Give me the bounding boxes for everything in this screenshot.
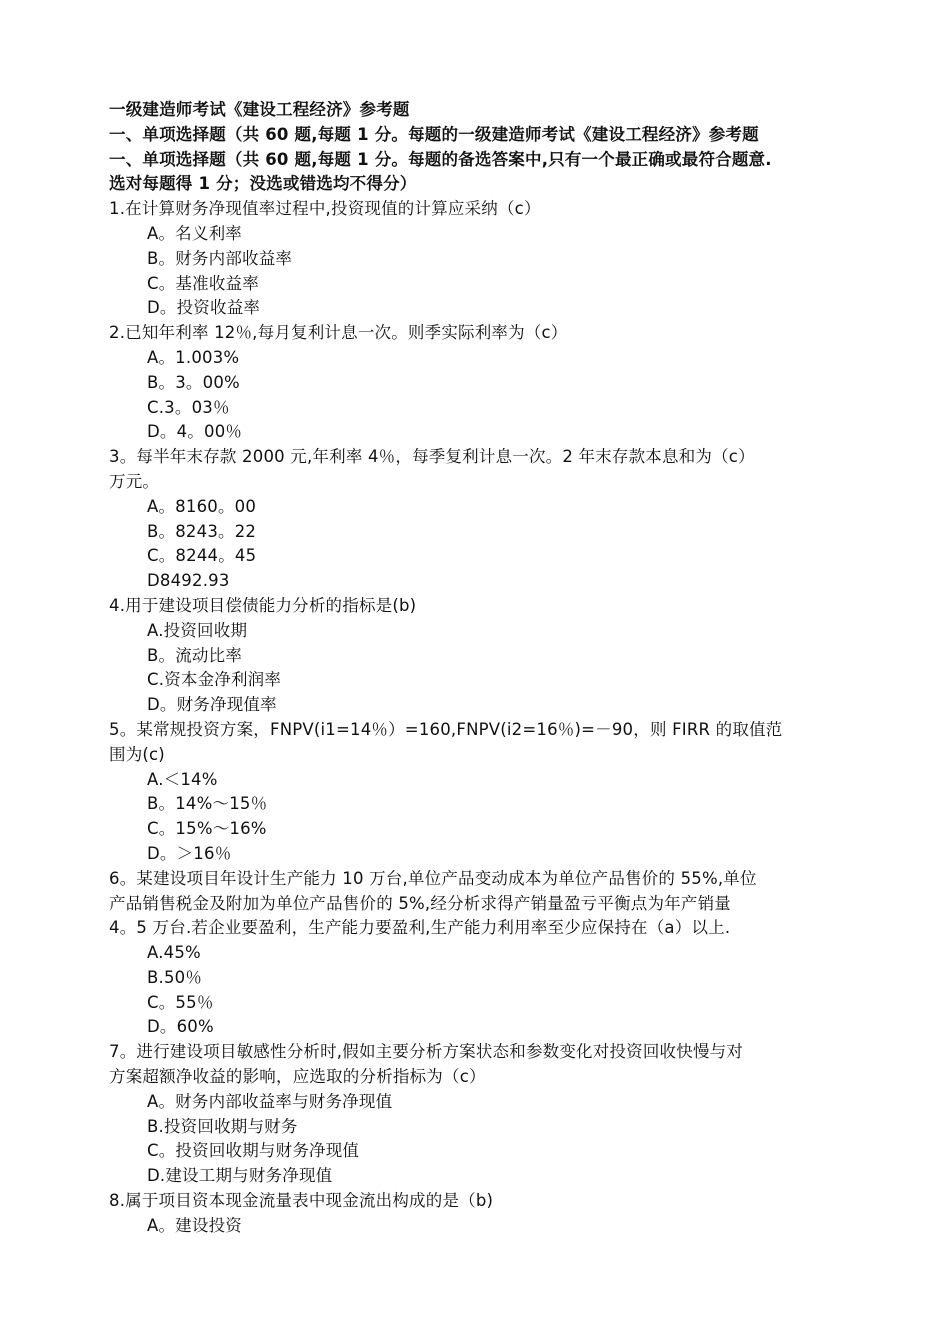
answer-option: A.＜14%: [147, 769, 218, 789]
question-list: [109, 197, 849, 1238]
answer-option: D。财务净现值率: [147, 695, 277, 715]
answer-option: A.投资回收期: [147, 620, 248, 640]
question-text: 围为(c): [109, 744, 165, 764]
question-text: 8.属于项目资本现金流量表中现金流出构成的是（b): [109, 1191, 494, 1211]
answer-option: C。8244。45: [147, 546, 257, 566]
answer-option: D。＞16％: [147, 843, 232, 863]
answer-option: D.建设工期与财务净现值: [147, 1166, 333, 1186]
answer-option: B。3。00%: [147, 372, 240, 392]
question-text: 万元。: [109, 471, 160, 491]
answer-option: B。8243。22: [147, 521, 257, 541]
answer-option: C。投资回收期与财务净现值: [147, 1141, 360, 1161]
document-title: 一级建造师考试《建设工程经济》参考题: [109, 100, 410, 119]
answer-option: C.资本金净利润率: [147, 670, 282, 690]
answer-option: A。8160。00: [147, 496, 257, 516]
answer-option: B.投资回收期与财务: [147, 1116, 298, 1136]
question-item: [109, 321, 849, 445]
question-text: 3。每半年末存款 2000 元,年利率 4％，每季复利计息一次。2 年末存款本息和为（c）: [109, 447, 755, 467]
answer-option: D。投资收益率: [147, 298, 261, 318]
document-body: [109, 98, 849, 1239]
answer-option: D。4。00％: [147, 422, 243, 442]
question-text: 6。某建设项目年设计生产能力 10 万台,单位产品变动成本为单位产品售价的 55%,单位: [109, 868, 757, 888]
question-item: [109, 867, 849, 1041]
answer-option: D8492.93: [147, 571, 230, 591]
section-heading: 选对每题得 1 分；没选或错选均不得分）: [109, 174, 417, 194]
answer-option: A。财务内部收益率与财务净现值: [147, 1091, 393, 1111]
answer-option: A。1.003%: [147, 347, 240, 367]
answer-option: C。55％: [147, 992, 214, 1012]
question-text: 产品销售税金及附加为单位产品售价的 5%,经分析求得产销量盈亏平衡点为年产销量: [109, 893, 731, 913]
answer-option: A.45%: [147, 943, 201, 963]
question-item: [109, 1189, 849, 1239]
answer-option: C.3。03％: [147, 397, 230, 417]
question-text: 1.在计算财务净现值率过程中,投资现值的计算应采纳（c）: [109, 199, 541, 219]
question-item: [109, 445, 849, 594]
answer-option: D。60%: [147, 1017, 214, 1037]
answer-option: A。建设投资: [147, 1215, 242, 1235]
question-text: 4。5 万台.若企业要盈利，生产能力要盈利,生产能力利用率至少应保持在（a）以上.: [109, 918, 731, 938]
answer-option: A。名义利率: [147, 223, 242, 243]
answer-option: B。14%～15％: [147, 794, 268, 814]
answer-option: B.50％: [147, 967, 203, 987]
question-item: [109, 197, 849, 321]
question-item: [109, 718, 849, 867]
question-text: 5。某常规投资方案，FNPV(i1=14％）=160,FNPV(i2=16％)=－90，则 FIRR 的取值范: [109, 719, 783, 739]
question-text: 方案超额净收益的影响，应选取的分析指标为（c）: [109, 1067, 486, 1087]
answer-option: C。15%～16%: [147, 819, 267, 839]
question-text: 2.已知年利率 12％,每月复利计息一次。则季实际利率为（c）: [109, 323, 568, 343]
answer-option: B。财务内部收益率: [147, 248, 293, 268]
question-item: [109, 594, 849, 718]
section-heading: 一、单项选择题（共 60 题,每题 1 分。每题的备选答案中,只有一个最正确或最符合题意.: [109, 149, 772, 169]
question-text: 7。进行建设项目敏感性分析时,假如主要分析方案状态和参数变化对投资回收快慢与对: [109, 1042, 744, 1062]
answer-option: B。流动比率: [147, 645, 243, 665]
section-heading: 一、单项选择题（共 60 题,每题 1 分。每题的一级建造师考试《建设工程经济》参考题: [109, 124, 759, 144]
answer-option: C。基准收益率: [147, 273, 259, 293]
question-text: 4.用于建设项目偿债能力分析的指标是(b): [109, 595, 417, 615]
question-item: [109, 1040, 849, 1189]
